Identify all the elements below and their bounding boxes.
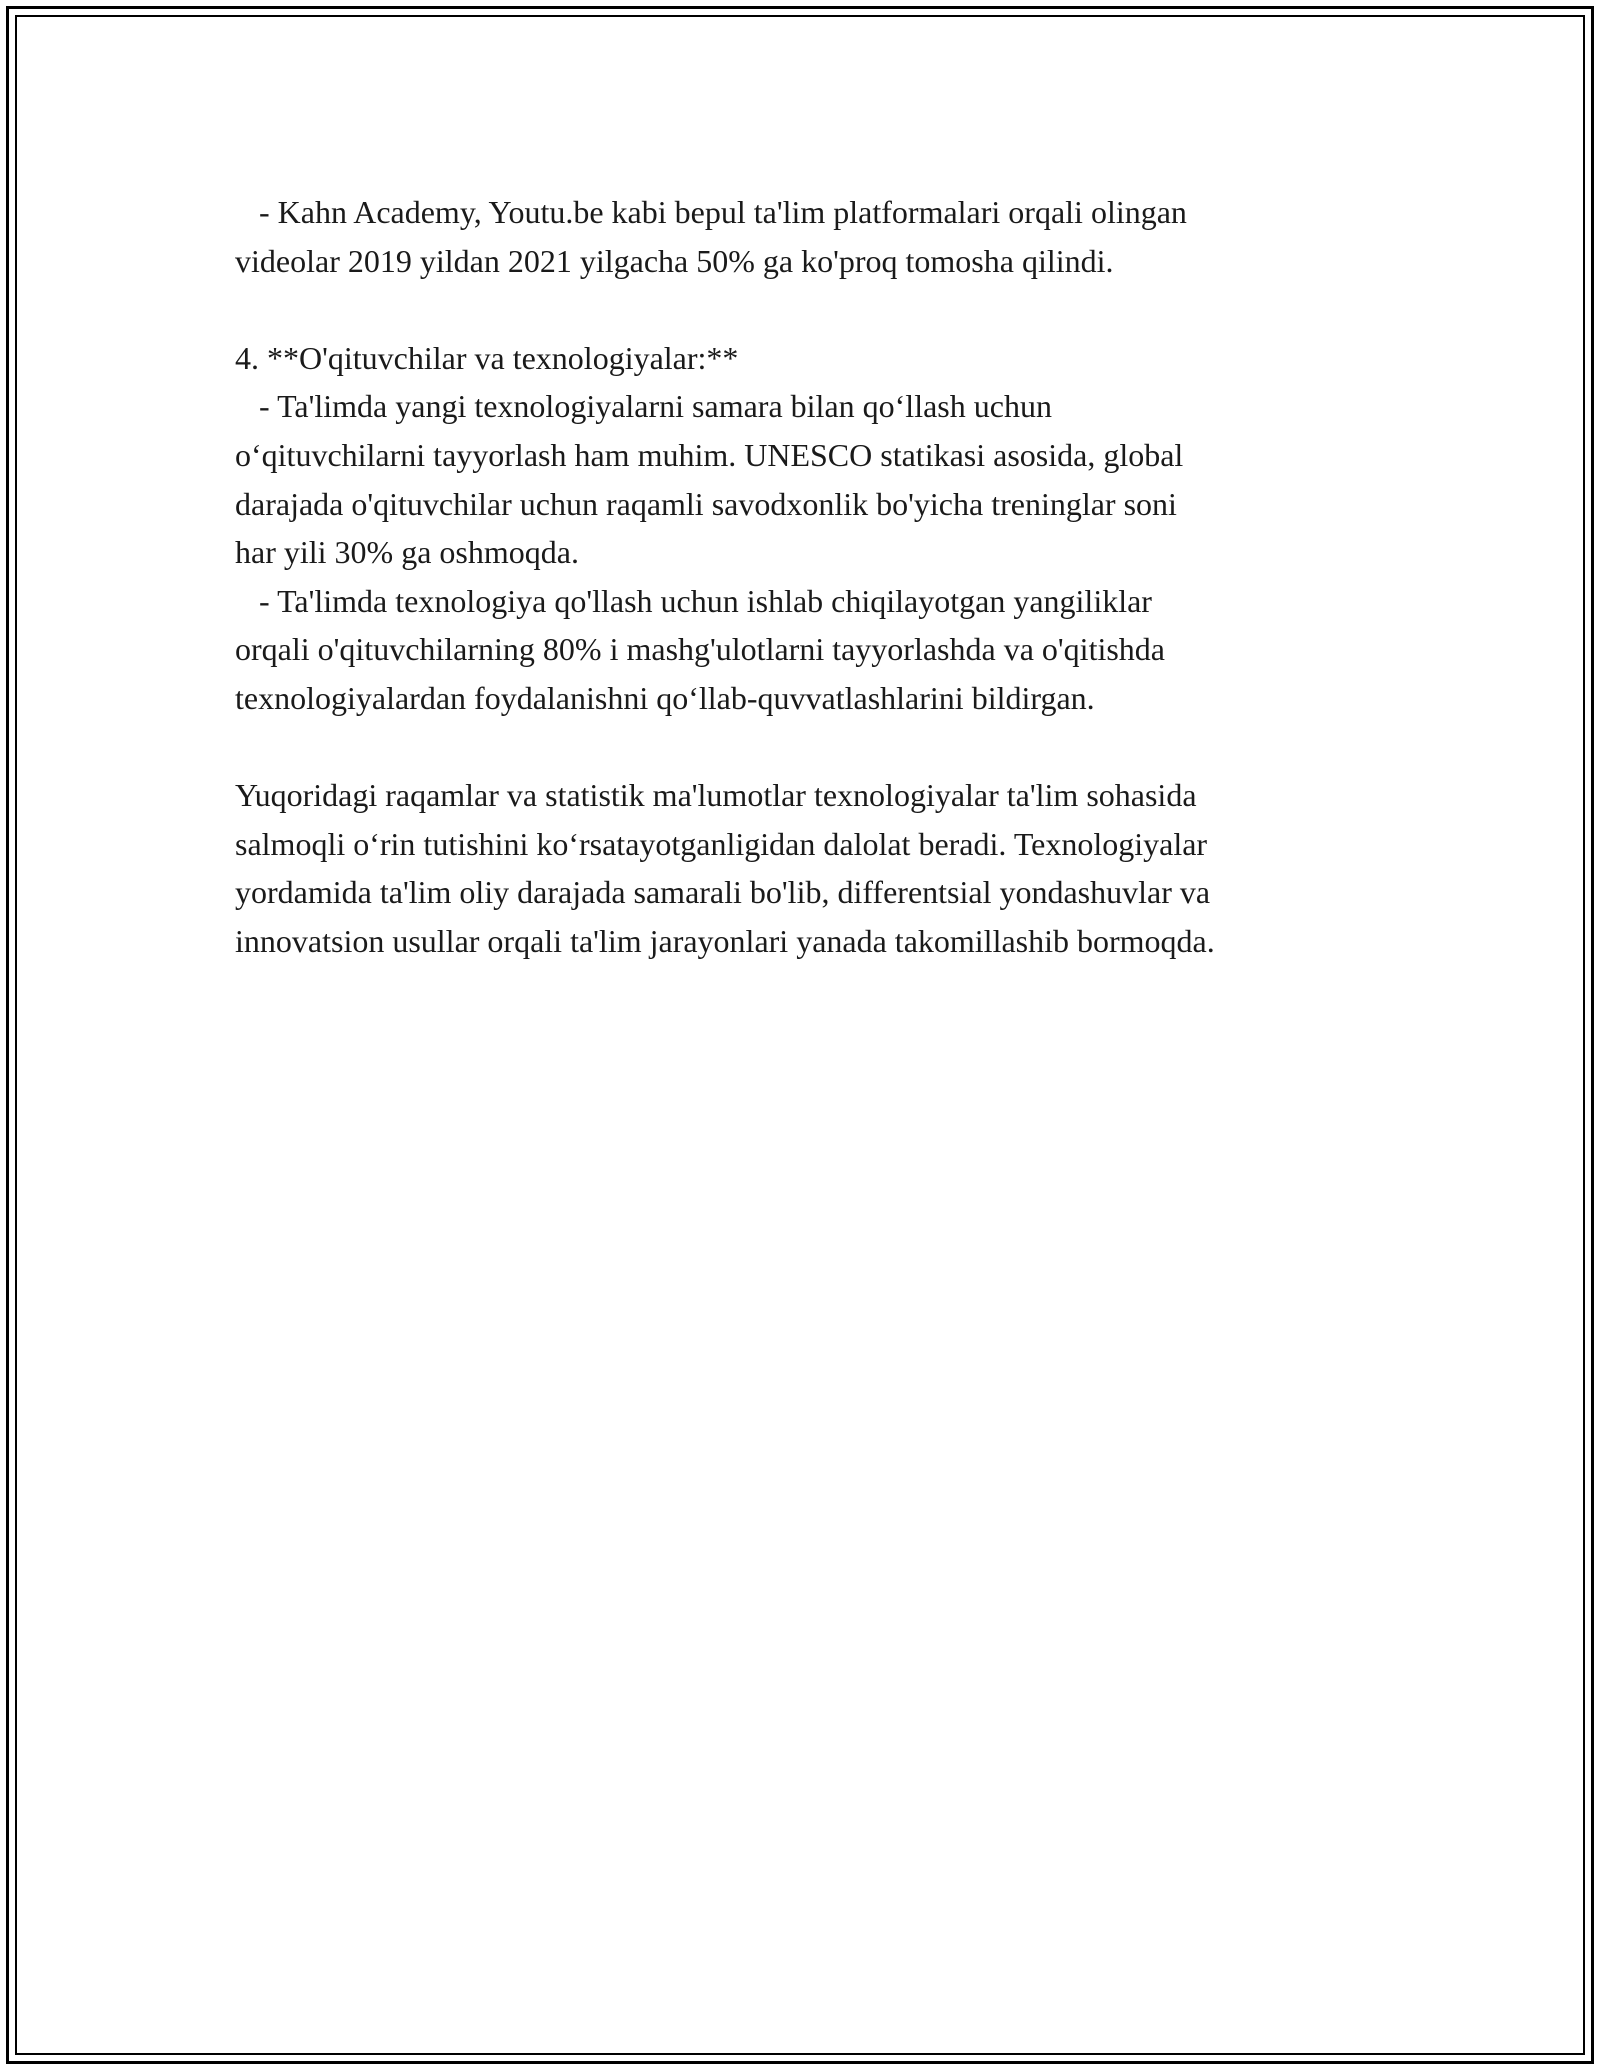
text-line: - Kahn Academy, Youtu.be kabi bepul ta'lim platformalari orqali olingan bbox=[235, 194, 1187, 230]
document-body bbox=[235, 188, 1385, 966]
text-line: videolar 2019 yildan 2021 yilgacha 50% ga ko'proq tomosha qilindi. bbox=[235, 242, 1114, 279]
text-line: Yuqoridagi raqamlar va statistik ma'lumotlar texnologiyalar ta'lim sohasida bbox=[235, 777, 1197, 814]
text-line: texnologiyalardan foydalanishni qo‘llab-quvvatlashlarini bildirgan. bbox=[235, 679, 1095, 716]
text-line: yordamida ta'lim oliy darajada samarali bo'lib, differentsial yondashuvlar va bbox=[235, 874, 1211, 911]
paragraph-gap bbox=[235, 723, 1385, 772]
text-line: darajada o'qituvchilar uchun raqamli savodxonlik bo'yicha treninglar soni bbox=[235, 485, 1177, 522]
text-line: innovatsion usullar orqali ta'lim jarayonlari yanada takomillashib bormoqda. bbox=[235, 922, 1215, 959]
text-line: har yili 30% ga oshmoqda. bbox=[235, 534, 579, 571]
section-teachers-technology bbox=[235, 334, 1385, 723]
text-line: orqali o'qituvchilarning 80% i mashg'ulotlarni tayyorlashda va o'qitishda bbox=[235, 631, 1165, 668]
text-line: salmoqli o‘rin tutishini ko‘rsatayotganligidan dalolat beradi. Texnologiyalar bbox=[235, 825, 1208, 862]
section-heading: 4. **O'qituvchilar va texnologiyalar:** bbox=[235, 339, 739, 376]
text-line: - Ta'limda yangi texnologiyalarni samara bilan qo‘llash uchun bbox=[235, 388, 1052, 425]
text-line: o‘qituvchilarni tayyorlash ham muhim. UNESCO statikasi asosida, global bbox=[235, 436, 1184, 473]
paragraph-platform-videos bbox=[235, 188, 1385, 285]
paragraph-conclusion bbox=[235, 771, 1385, 965]
text-line: - Ta'limda texnologiya qo'llash uchun ishlab chiqilayotgan yangiliklar bbox=[235, 582, 1152, 619]
paragraph-gap bbox=[235, 285, 1385, 334]
